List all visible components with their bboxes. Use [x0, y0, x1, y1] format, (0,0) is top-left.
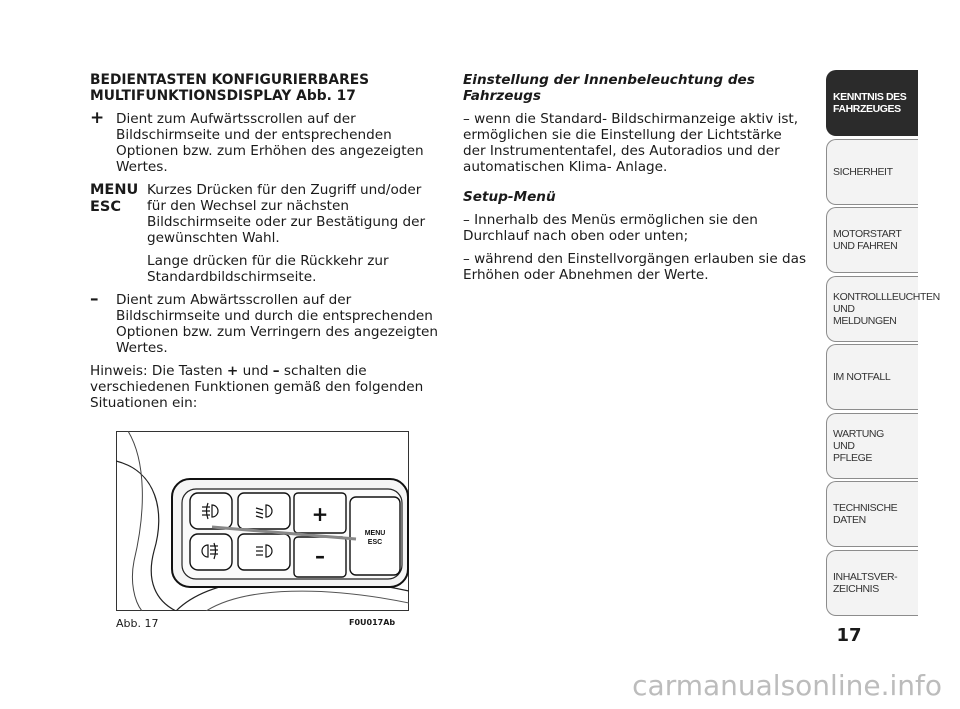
tab-label: SICHERHEIT: [833, 165, 893, 178]
tab-label: KENNTNIS DES FAHRZEUGES: [833, 91, 907, 115]
control-panel-figure: [116, 431, 409, 611]
page-number: 17: [836, 625, 862, 646]
setup-menu-heading: Setup-Menü: [463, 189, 556, 205]
tab-sicherheit[interactable]: [826, 139, 918, 205]
tab-label: MOTORSTART UND FAHREN: [833, 228, 902, 252]
tab-inhaltsverzeichnis[interactable]: [826, 550, 918, 616]
tab-label: INHALTSVER- ZEICHNIS: [833, 570, 898, 595]
figure-esc-label: ESC: [367, 539, 383, 546]
minus-description: [90, 289, 442, 356]
tab-label: TECHNISCHE DATEN: [833, 502, 898, 526]
minus-symbol: –: [90, 289, 99, 309]
figure-code: F0U017Ab: [349, 618, 396, 627]
heading-line-1: BEDIENTASTEN KONFIGURIERBARES: [90, 72, 370, 88]
left-column: [90, 72, 442, 411]
section-heading: [90, 72, 442, 104]
note-text-start: Hinweis: Die Tasten: [90, 363, 227, 379]
tab-motorstart-und-fahren[interactable]: [826, 207, 918, 273]
tab-wartung-und-pflege[interactable]: [826, 413, 918, 479]
figure-menu-label: MENU: [364, 530, 386, 537]
tab-kontrollleuchten-und-meldungen[interactable]: [826, 276, 940, 342]
plus-description: [90, 108, 442, 175]
menu-symbol: MENU: [90, 182, 139, 198]
note-text-end: schalten die verschiedenen Funktionen gemäß den folgenden Situationen ein:: [90, 363, 424, 411]
figure-minus-button-label: –: [315, 544, 325, 568]
setup-menu-text-1: – Innerhalb des Menüs ermöglichen sie den Durchlauf nach oben oder unten;: [463, 212, 758, 244]
menu-esc-symbol: [90, 182, 147, 285]
interior-lighting-heading: Einstellung der Innenbeleuchtung des Fahrzeugs: [463, 72, 755, 104]
chapter-sidebar: [826, 70, 940, 618]
watermark: carmanualsonline.info: [632, 669, 942, 702]
tab-im-notfall[interactable]: [826, 344, 918, 410]
control-panel-illustration: [116, 431, 409, 611]
note-plus-symbol: +: [226, 363, 239, 379]
tab-technische-daten[interactable]: [826, 481, 918, 547]
tab-label: KONTROLLLEUCHTEN UND MELDUNGEN: [833, 290, 940, 327]
tab-label: WARTUNG UND PFLEGE: [833, 427, 884, 464]
right-column: [463, 72, 808, 283]
tab-kenntnis-des-fahrzeuges[interactable]: [826, 70, 918, 136]
menu-description: [90, 182, 442, 285]
figure-caption: Abb. 17: [116, 617, 159, 630]
setup-menu-text-2: – während den Einstellvorgängen erlauben sie das Erhöhen oder Abnehmen der Werte.: [463, 251, 807, 283]
tab-label: IM NOTFALL: [833, 371, 891, 383]
plus-text: Dient zum Aufwärtsscrollen auf der Bildschirmseite und der entsprechenden Optionen bzw. zum Erhöhen des angezeigten Wertes.: [116, 111, 424, 175]
menu-text: Kurzes Drücken für den Zugriff und/oder für den Wechsel zur nächsten Bildschirmseite oder zur Bestätigung der gewünschten Wahl.: [147, 182, 426, 246]
note-paragraph: [90, 363, 442, 411]
note-minus-symbol: –: [272, 363, 280, 379]
heading-line-2: MULTIFUNKTIONSDISPLAY Abb. 17: [90, 88, 356, 104]
interior-lighting-text: – wenn die Standard- Bildschirmanzeige aktiv ist, ermöglichen sie die Einstellung der Lichtstärke der Instrumententafel, des Autoradios und der automatischen Klima- Anlage.: [463, 111, 799, 175]
esc-symbol: ESC: [90, 199, 121, 215]
figure-plus-button-label: +: [311, 502, 329, 526]
note-text-middle: und: [238, 363, 273, 379]
menu-text-long-press: Lange drücken für die Rückkehr zur Standardbildschirmseite.: [147, 253, 389, 285]
minus-text: Dient zum Abwärtsscrollen auf der Bildschirmseite und durch die entsprechenden Optionen bzw. zum Verringern des angezeigten Wertes.: [116, 292, 439, 356]
plus-symbol: +: [90, 108, 105, 128]
